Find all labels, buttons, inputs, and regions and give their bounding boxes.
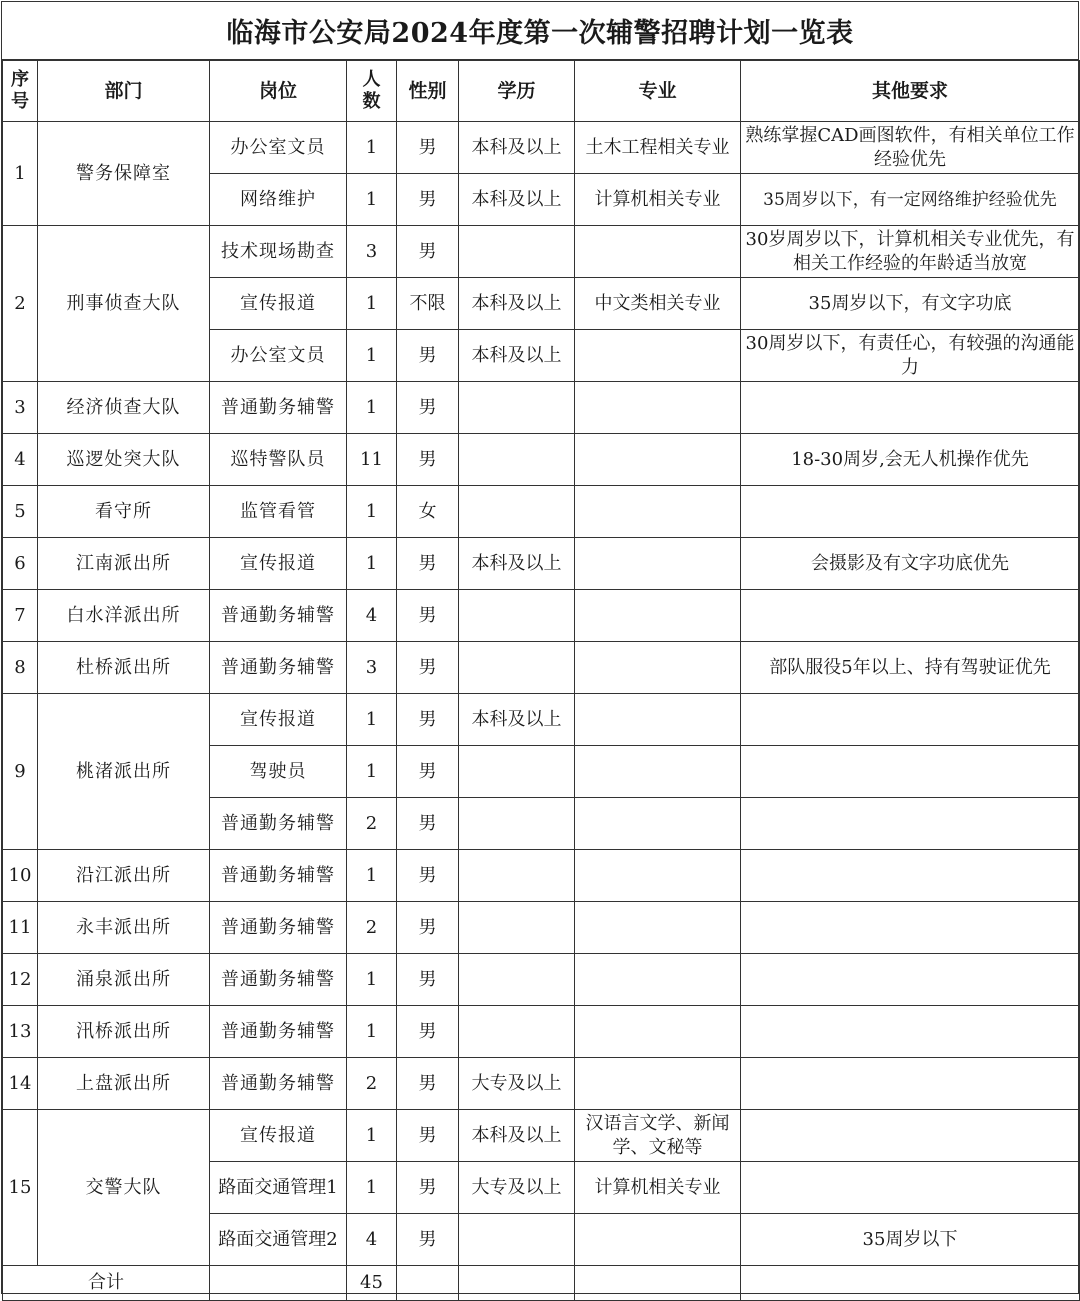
cell-major: [575, 642, 741, 694]
cell-post: 驾驶员: [210, 746, 347, 798]
recruitment-table: [2, 60, 1080, 1301]
cell-seq: 1: [3, 122, 38, 226]
cell-dept: 涌泉派出所: [38, 954, 210, 1006]
header-edu: 学历: [459, 61, 575, 122]
header-sex: 性别: [397, 61, 459, 122]
cell-edu: 本科及以上: [459, 694, 575, 746]
cell-other: 35周岁以下，有文字功底: [741, 278, 1080, 330]
cell-major: [575, 694, 741, 746]
header-other: 其他要求: [741, 61, 1080, 122]
cell-major: [575, 330, 741, 382]
cell-other: 30岁周岁以下，计算机相关专业优先，有相关工作经验的年龄适当放宽: [741, 226, 1080, 278]
table-row: [3, 694, 1080, 746]
cell-major: [575, 434, 741, 486]
cell-post: 网络维护: [210, 174, 347, 226]
cell-dept: 桃渚派出所: [38, 694, 210, 850]
table-header-row: [3, 61, 1080, 122]
cell-seq: 15: [3, 1110, 38, 1266]
cell-edu: [459, 902, 575, 954]
cell-edu: [459, 434, 575, 486]
cell-seq: 4: [3, 434, 38, 486]
cell-edu: 本科及以上: [459, 330, 575, 382]
cell-major: 中文类相关专业: [575, 278, 741, 330]
table-row: [3, 486, 1080, 538]
cell-major: [575, 746, 741, 798]
table-row: [3, 122, 1080, 174]
cell-seq: 9: [3, 694, 38, 850]
cell-major: [575, 1058, 741, 1110]
cell-major: [575, 1214, 741, 1266]
cell-num: 1: [347, 538, 397, 590]
table-row: [3, 538, 1080, 590]
cell-seq: 5: [3, 486, 38, 538]
cell-edu: 本科及以上: [459, 174, 575, 226]
cell-num: 1: [347, 122, 397, 174]
total-num: 45: [347, 1266, 397, 1301]
cell-major: 计算机相关专业: [575, 174, 741, 226]
cell-edu: [459, 954, 575, 1006]
cell-sex: 男: [397, 1110, 459, 1162]
cell-edu: [459, 590, 575, 642]
cell-post: 普通勤务辅警: [210, 1058, 347, 1110]
cell-dept: 交警大队: [38, 1110, 210, 1266]
cell-num: 3: [347, 226, 397, 278]
cell-post: 宣传报道: [210, 538, 347, 590]
cell-other: [741, 954, 1080, 1006]
cell-num: 2: [347, 798, 397, 850]
cell-sex: 男: [397, 642, 459, 694]
cell-other: [741, 486, 1080, 538]
cell-edu: 本科及以上: [459, 278, 575, 330]
cell-major: 计算机相关专业: [575, 1162, 741, 1214]
total-sex-empty: [397, 1266, 459, 1301]
cell-sex: 男: [397, 1006, 459, 1058]
table-row: [3, 1058, 1080, 1110]
cell-post: 普通勤务辅警: [210, 382, 347, 434]
cell-sex: 男: [397, 1058, 459, 1110]
cell-dept: 上盘派出所: [38, 1058, 210, 1110]
table-row: [3, 226, 1080, 278]
cell-sex: 不限: [397, 278, 459, 330]
cell-num: 4: [347, 1214, 397, 1266]
cell-sex: 男: [397, 798, 459, 850]
recruitment-plan-document: [1, 1, 1079, 1294]
cell-sex: 男: [397, 590, 459, 642]
cell-major: [575, 902, 741, 954]
total-label: 合计: [3, 1266, 210, 1301]
cell-num: 1: [347, 174, 397, 226]
cell-post: 技术现场勘查: [210, 226, 347, 278]
cell-other: 35周岁以下，有一定网络维护经验优先: [741, 174, 1080, 226]
cell-sex: 男: [397, 1214, 459, 1266]
cell-num: 1: [347, 746, 397, 798]
table-row: [3, 382, 1080, 434]
cell-edu: [459, 850, 575, 902]
cell-post: 普通勤务辅警: [210, 954, 347, 1006]
cell-post: 普通勤务辅警: [210, 590, 347, 642]
cell-post: 普通勤务辅警: [210, 902, 347, 954]
cell-edu: 大专及以上: [459, 1162, 575, 1214]
cell-seq: 10: [3, 850, 38, 902]
cell-major: 汉语言文学、新闻学、文秘等: [575, 1110, 741, 1162]
cell-other: [741, 902, 1080, 954]
cell-major: [575, 382, 741, 434]
cell-major: [575, 590, 741, 642]
cell-sex: 男: [397, 538, 459, 590]
table-row: [3, 434, 1080, 486]
cell-edu: [459, 486, 575, 538]
header-num: 人数: [347, 61, 397, 122]
cell-dept: 江南派出所: [38, 538, 210, 590]
cell-post: 普通勤务辅警: [210, 642, 347, 694]
cell-num: 1: [347, 850, 397, 902]
cell-num: 1: [347, 278, 397, 330]
cell-sex: 男: [397, 174, 459, 226]
cell-num: 4: [347, 590, 397, 642]
cell-other: [741, 1058, 1080, 1110]
cell-dept: 巡逻处突大队: [38, 434, 210, 486]
table-row: [3, 1110, 1080, 1162]
cell-edu: [459, 746, 575, 798]
cell-edu: [459, 382, 575, 434]
total-major-empty: [575, 1266, 741, 1301]
cell-sex: 男: [397, 694, 459, 746]
cell-num: 2: [347, 1058, 397, 1110]
cell-dept: 沿江派出所: [38, 850, 210, 902]
cell-other: [741, 1162, 1080, 1214]
cell-major: [575, 850, 741, 902]
cell-post: 办公室文员: [210, 330, 347, 382]
cell-seq: 11: [3, 902, 38, 954]
cell-post: 宣传报道: [210, 694, 347, 746]
cell-major: [575, 1006, 741, 1058]
cell-num: 2: [347, 902, 397, 954]
cell-sex: 男: [397, 746, 459, 798]
cell-seq: 8: [3, 642, 38, 694]
cell-other: [741, 746, 1080, 798]
cell-other: [741, 850, 1080, 902]
cell-dept: 汛桥派出所: [38, 1006, 210, 1058]
cell-other: [741, 1110, 1080, 1162]
cell-num: 3: [347, 642, 397, 694]
cell-num: 1: [347, 382, 397, 434]
cell-major: [575, 798, 741, 850]
header-dept: 部门: [38, 61, 210, 122]
cell-post: 路面交通管理1: [210, 1162, 347, 1214]
cell-num: 1: [347, 1006, 397, 1058]
table-row: [3, 902, 1080, 954]
table-row: [3, 850, 1080, 902]
cell-post: 路面交通管理2: [210, 1214, 347, 1266]
cell-seq: 3: [3, 382, 38, 434]
cell-sex: 男: [397, 122, 459, 174]
cell-post: 办公室文员: [210, 122, 347, 174]
cell-other: [741, 694, 1080, 746]
cell-post: 普通勤务辅警: [210, 850, 347, 902]
document-title: 临海市公安局2024年度第一次辅警招聘计划一览表: [2, 2, 1078, 60]
cell-dept: 经济侦查大队: [38, 382, 210, 434]
table-row: [3, 590, 1080, 642]
cell-num: 1: [347, 330, 397, 382]
table-row: [3, 954, 1080, 1006]
cell-other: [741, 590, 1080, 642]
cell-dept: 看守所: [38, 486, 210, 538]
cell-edu: 本科及以上: [459, 538, 575, 590]
cell-sex: 男: [397, 1162, 459, 1214]
cell-num: 1: [347, 486, 397, 538]
cell-edu: [459, 798, 575, 850]
cell-post: 宣传报道: [210, 1110, 347, 1162]
cell-sex: 男: [397, 902, 459, 954]
cell-seq: 7: [3, 590, 38, 642]
cell-sex: 男: [397, 434, 459, 486]
total-edu-empty: [459, 1266, 575, 1301]
cell-post: 普通勤务辅警: [210, 798, 347, 850]
cell-sex: 男: [397, 330, 459, 382]
cell-major: 土木工程相关专业: [575, 122, 741, 174]
cell-num: 1: [347, 1162, 397, 1214]
cell-sex: 女: [397, 486, 459, 538]
cell-post: 巡特警队员: [210, 434, 347, 486]
cell-edu: 本科及以上: [459, 122, 575, 174]
cell-edu: 大专及以上: [459, 1058, 575, 1110]
cell-edu: [459, 226, 575, 278]
table-row: [3, 642, 1080, 694]
cell-dept: 刑事侦查大队: [38, 226, 210, 382]
cell-other: 30周岁以下，有责任心，有较强的沟通能力: [741, 330, 1080, 382]
total-other-empty: [741, 1266, 1080, 1301]
header-seq: 序号: [3, 61, 38, 122]
cell-other: 会摄影及有文字功底优先: [741, 538, 1080, 590]
cell-sex: 男: [397, 850, 459, 902]
cell-major: [575, 538, 741, 590]
cell-seq: 14: [3, 1058, 38, 1110]
cell-other: [741, 1006, 1080, 1058]
cell-other: [741, 382, 1080, 434]
cell-num: 11: [347, 434, 397, 486]
cell-num: 1: [347, 1110, 397, 1162]
cell-edu: [459, 642, 575, 694]
cell-sex: 男: [397, 382, 459, 434]
cell-seq: 6: [3, 538, 38, 590]
cell-sex: 男: [397, 954, 459, 1006]
total-post-empty: [210, 1266, 347, 1301]
cell-edu: [459, 1214, 575, 1266]
cell-sex: 男: [397, 226, 459, 278]
cell-seq: 2: [3, 226, 38, 382]
table-row: [3, 1006, 1080, 1058]
cell-seq: 13: [3, 1006, 38, 1058]
cell-post: 宣传报道: [210, 278, 347, 330]
total-row: [3, 1266, 1080, 1301]
cell-edu: 本科及以上: [459, 1110, 575, 1162]
cell-other: 35周岁以下: [741, 1214, 1080, 1266]
cell-other: 熟练掌握CAD画图软件，有相关单位工作经验优先: [741, 122, 1080, 174]
cell-post: 普通勤务辅警: [210, 1006, 347, 1058]
cell-major: [575, 226, 741, 278]
header-major: 专业: [575, 61, 741, 122]
cell-seq: 12: [3, 954, 38, 1006]
cell-dept: 警务保障室: [38, 122, 210, 226]
cell-dept: 永丰派出所: [38, 902, 210, 954]
cell-other: 部队服役5年以上、持有驾驶证优先: [741, 642, 1080, 694]
cell-num: 1: [347, 694, 397, 746]
cell-major: [575, 486, 741, 538]
cell-dept: 杜桥派出所: [38, 642, 210, 694]
cell-other: [741, 798, 1080, 850]
cell-num: 1: [347, 954, 397, 1006]
cell-other: 18-30周岁,会无人机操作优先: [741, 434, 1080, 486]
header-post: 岗位: [210, 61, 347, 122]
cell-post: 监管看管: [210, 486, 347, 538]
cell-edu: [459, 1006, 575, 1058]
cell-major: [575, 954, 741, 1006]
cell-dept: 白水洋派出所: [38, 590, 210, 642]
